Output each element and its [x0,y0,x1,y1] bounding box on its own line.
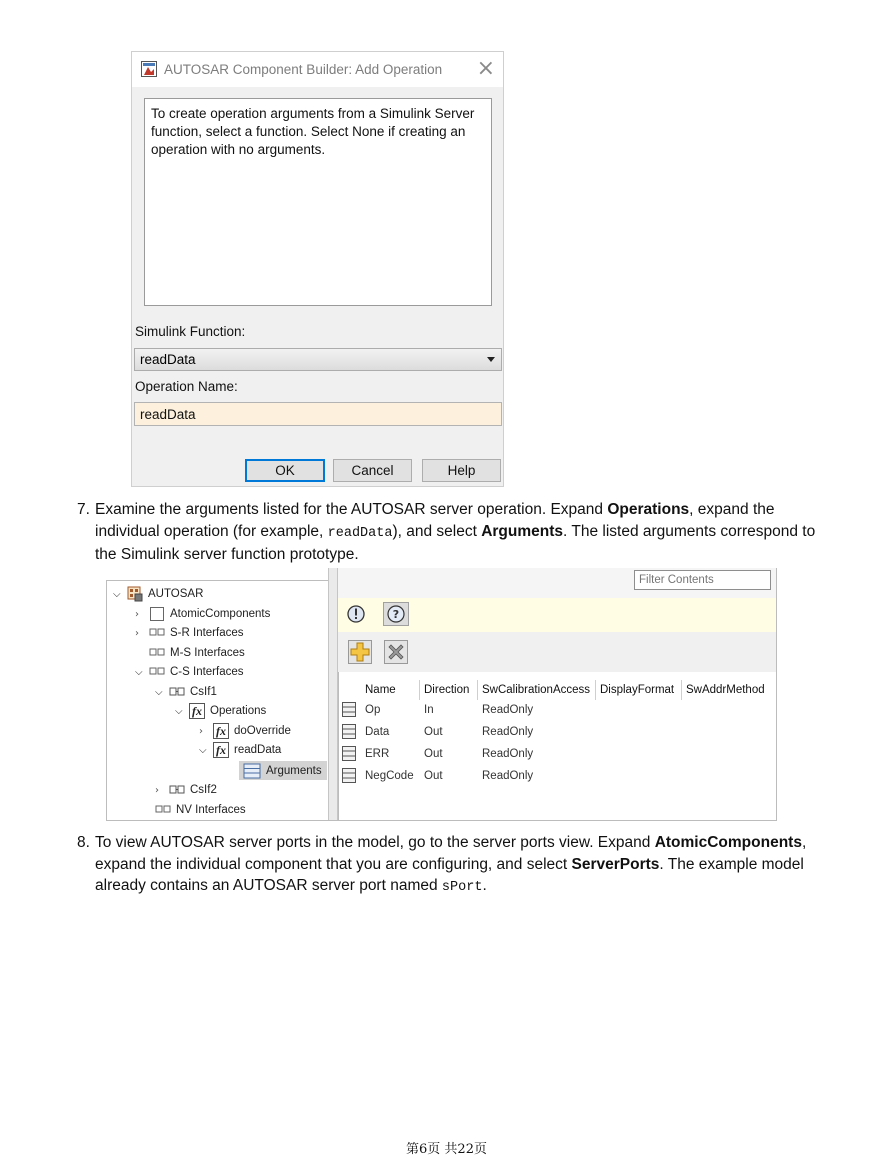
column-header-name[interactable]: Name [361,680,420,700]
simulink-function-value: readData [140,352,196,367]
arg-access: ReadOnly [482,748,534,760]
argument-row-icon [342,768,356,783]
arg-name: Op [365,704,381,716]
bold-run: Operations [607,501,690,518]
delete-icon[interactable] [384,640,408,664]
interface-group-icon [155,802,171,818]
interface-group-icon [149,664,165,680]
text-run: . The listed arguments correspond to the Simulink server function prototype. [95,522,816,563]
tree-label: C-S Interfaces [170,666,244,678]
tree-label: CsIf1 [190,686,217,698]
operation-name-input[interactable] [134,402,502,426]
autosar-tree [106,580,328,821]
tree-item-atomic-components[interactable] [135,605,270,623]
tree-item-sr-interfaces[interactable] [135,624,244,642]
tree-item-nv-interfaces[interactable] [155,801,246,819]
matlab-app-icon [141,61,157,77]
function-icon: fx [213,723,229,739]
arg-access: ReadOnly [482,726,534,738]
arg-name: NegCode [365,770,414,782]
add-icon[interactable] [348,640,372,664]
filter-bar [338,568,777,598]
tree-item-read-data[interactable] [199,741,281,759]
bold-run: Arguments [481,522,564,540]
arg-direction: Out [424,748,443,760]
page-footer: 第6页 共22页 [406,1142,487,1157]
chevron-down-icon [487,357,495,362]
bold-run: AtomicComponents [654,834,802,851]
dialog-description: To create operation arguments from a Simulink Server function, select a function. Select None if creating an operation with no arguments. [144,98,492,306]
tree-label: Operations [210,705,267,717]
arg-access: ReadOnly [482,770,534,782]
tree-label: NV Interfaces [176,804,246,816]
function-icon: fx [189,703,205,719]
arguments-table [338,672,777,821]
interface-icon [169,782,185,798]
tree-item-csif1[interactable] [155,683,217,701]
step-text [95,499,817,566]
simulink-function-select[interactable] [134,348,502,371]
cancel-button[interactable]: Cancel [333,459,412,482]
simulink-function-label: Simulink Function: [135,324,246,339]
arg-direction: Out [424,726,443,738]
step-7-paragraph [77,499,817,566]
table-row[interactable] [339,700,777,720]
step-number: 7. [77,501,90,518]
help-icon-button[interactable] [383,602,409,626]
step-8-paragraph [77,832,817,899]
tree-label: S-R Interfaces [170,627,244,639]
arg-name: ERR [365,748,390,760]
argument-row-icon [342,724,356,739]
close-icon[interactable]: × [476,56,495,81]
bold-run: ServerPorts [571,855,660,873]
chevron-down-icon[interactable]: ⌵ [113,588,121,600]
column-header-display-format[interactable]: DisplayFormat [596,680,682,700]
tree-label: CsIf2 [190,784,217,796]
operation-name-label: Operation Name: [135,379,238,394]
text-run: Examine the arguments listed for the AUTOSAR server operation. Expand [95,501,608,518]
table-row[interactable] [339,722,777,742]
autosar-dictionary-screenshot [106,568,777,821]
chevron-down-icon[interactable]: ⌵ [135,666,143,678]
tree-label: AtomicComponents [170,608,271,620]
tree-item-cs-interfaces[interactable] [135,663,244,681]
arg-direction: In [424,704,434,716]
info-bar [338,598,777,632]
argument-row-icon [342,702,356,717]
text-run: . [482,877,487,894]
autosar-root-icon [127,586,143,602]
interface-group-icon [149,645,165,661]
ok-button[interactable]: OK [245,459,325,482]
question-icon [384,603,408,625]
chevron-down-icon[interactable]: ⌵ [175,705,183,717]
arg-direction: Out [424,770,443,782]
filter-input[interactable] [634,570,771,590]
tree-item-ms-interfaces[interactable] [149,644,245,662]
interface-icon [169,684,185,700]
tree-item-operations[interactable] [175,702,266,720]
column-header-sw-addr-method[interactable]: SwAddrMethod [682,680,777,700]
chevron-down-icon[interactable]: ⌵ [199,744,207,756]
code-run: readData [327,525,393,541]
step-number: 8. [77,834,90,851]
tree-item-do-override[interactable] [199,722,291,740]
add-operation-dialog [131,51,504,487]
text-run: ), and select [392,522,482,540]
help-button[interactable]: Help [422,459,501,482]
text-run: To view AUTOSAR server ports in the model, go to the server ports view. Expand [95,834,655,851]
chevron-down-icon[interactable]: ⌵ [155,686,163,698]
tree-item-arguments[interactable] [239,761,327,780]
chevron-right-icon[interactable]: › [135,608,139,620]
chevron-right-icon[interactable]: › [155,784,159,796]
dialog-titlebar [132,52,503,87]
text-run: , expand the individual operation (for example, [95,501,775,540]
dialog-title: AUTOSAR Component Builder: Add Operation [164,62,443,77]
text-run: . The example model already contains an AUTOSAR server port named [95,855,804,894]
svg-text:?: ? [392,608,400,621]
tree-item-autosar[interactable] [113,585,203,603]
arguments-icon [243,763,261,779]
component-icon [149,606,165,622]
tree-label: AUTOSAR [148,588,204,600]
argument-row-icon [342,746,356,761]
table-row[interactable] [339,766,777,786]
arg-access: ReadOnly [482,704,534,716]
tree-item-csif2[interactable] [155,781,217,799]
text-run: , expand the individual component that you are configuring, and select [95,834,807,873]
step-text [95,832,817,899]
tree-label: Arguments [266,764,322,777]
tree-label: M-S Interfaces [170,647,245,659]
arg-name: Data [365,726,390,738]
code-run: sPort [441,880,483,895]
column-header-direction[interactable]: Direction [420,680,478,700]
tree-label: readData [234,744,282,756]
toolbar [338,632,777,672]
column-header-sw-calibration-access[interactable]: SwCalibrationAccess [478,680,596,700]
interface-group-icon [149,625,165,641]
chevron-right-icon[interactable]: › [135,627,139,639]
chevron-right-icon[interactable]: › [199,725,203,737]
pane-splitter[interactable] [328,568,338,821]
tree-label: doOverride [234,725,291,737]
table-row[interactable] [339,744,777,764]
info-icon[interactable] [346,604,366,624]
function-icon: fx [213,742,229,758]
